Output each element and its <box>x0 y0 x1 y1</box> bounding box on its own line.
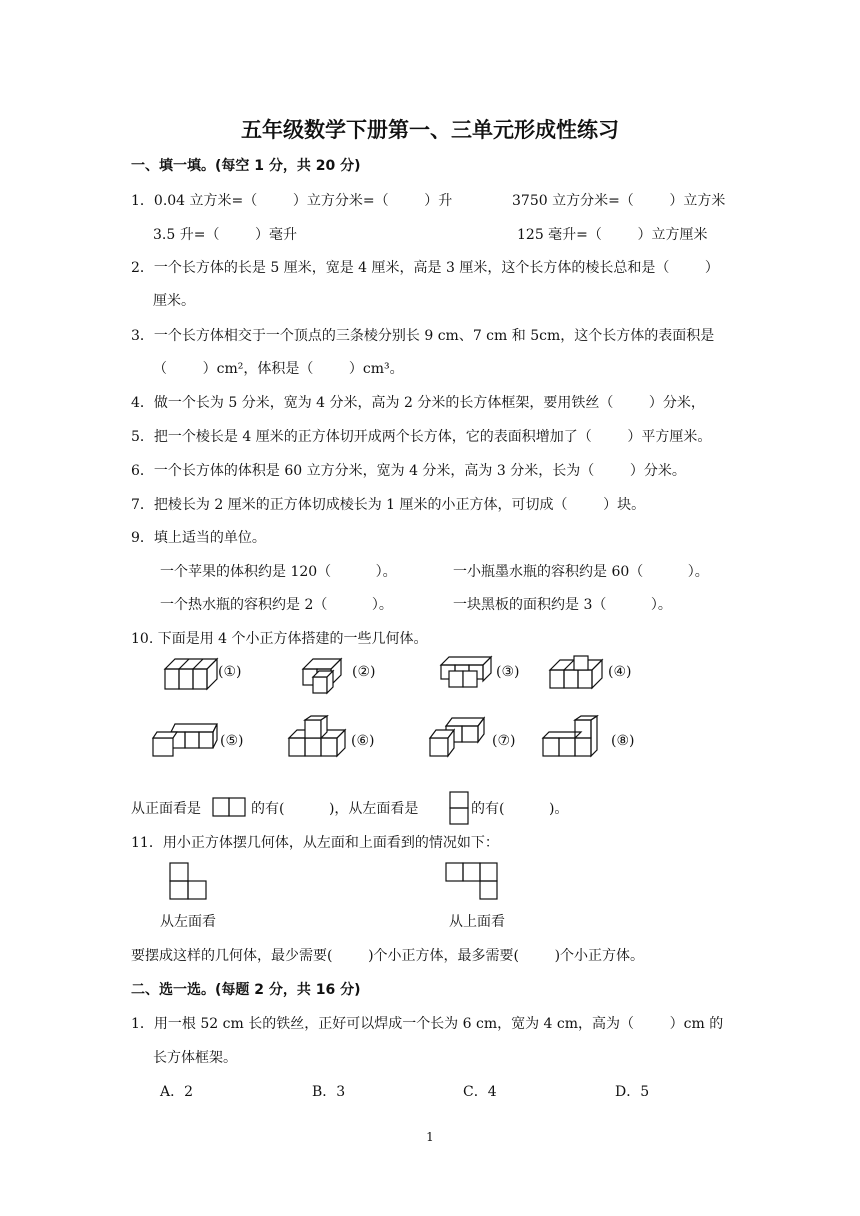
q2-line-b: 厘米。 <box>153 293 195 309</box>
figure-label-8: (⑧) <box>611 733 635 749</box>
cube-figure-7 <box>428 716 490 760</box>
cube-figure-1 <box>163 657 219 693</box>
q11-line: 11．用小正方体摆几何体，从左面和上面看到的情况如下： <box>131 835 499 851</box>
page-number: 1 <box>426 1130 434 1144</box>
figure-label-2: (②) <box>352 664 376 680</box>
figure-label-4: (④) <box>608 664 632 680</box>
q10-answer-front-post: 的有( )，从左面看是 <box>251 801 419 817</box>
top-view-figure <box>445 862 499 900</box>
q5-line: 5．把一个棱长是 4 厘米的正方体切开成两个长方体，它的表面积增加了（ ）平方厘米。 <box>131 429 712 445</box>
option-a: A．2 <box>160 1084 194 1100</box>
cube-figure-4 <box>548 654 606 690</box>
q6-line: 6．一个长方体的体积是 60 立方分米，宽为 4 分米，高为 3 分米，长为（ ）分米。 <box>131 463 686 479</box>
q3-line-b: （ ）cm²，体积是（ ）cm³。 <box>153 361 404 377</box>
figure-label-1: (①) <box>218 664 242 680</box>
cube-figure-3 <box>439 655 495 689</box>
q9-item-c: 一个热水瓶的容积约是 2（ ）。 <box>160 597 393 613</box>
q10-answer-left-post: 的有( )。 <box>471 801 569 817</box>
q1-line-b: 3750 立方分米=（ ）立方米 <box>512 193 726 209</box>
s2-q1-line-b: 长方体框架。 <box>153 1050 237 1066</box>
figure-label-7: (⑦) <box>492 733 516 749</box>
figure-label-6: (⑥) <box>351 733 375 749</box>
q10-answer-front-pre: 从正面看是 <box>131 801 201 817</box>
q9-line: 9．填上适当的单位。 <box>131 530 266 546</box>
q3-line-a: 3．一个长方体相交于一个顶点的三条棱分别长 9 cm、7 cm 和 5cm，这个长方体的表面积是 <box>131 328 715 344</box>
option-b: B．3 <box>312 1084 346 1100</box>
cube-figure-2 <box>301 657 345 697</box>
cube-figure-8 <box>541 714 603 758</box>
figure-label-5: (⑤) <box>220 733 244 749</box>
front-view-icon <box>212 797 246 817</box>
left-view-figure <box>169 862 207 900</box>
q9-item-b: 一小瓶墨水瓶的容积约是 60（ ）。 <box>453 564 709 580</box>
cube-figure-6 <box>287 714 347 758</box>
q10-line: 10. 下面是用 4 个小正方体搭建的一些几何体。 <box>131 631 428 647</box>
q4-line: 4．做一个长为 5 分米，宽为 4 分米，高为 2 分米的长方体框架，要用铁丝（ ）分米， <box>131 395 705 411</box>
section2-heading: 二、选一选。(每题 2 分，共 16 分) <box>131 982 361 998</box>
q7-line: 7．把棱长为 2 厘米的正方体切成棱长为 1 厘米的小正方体，可切成（ ）块。 <box>131 497 646 513</box>
q11-answer: 要摆成这样的几何体，最少需要( )个小正方体，最多需要( )个小正方体。 <box>131 948 645 964</box>
top-view-caption: 从上面看 <box>449 914 505 930</box>
figure-label-3: (③) <box>496 664 520 680</box>
left-view-icon <box>449 791 469 825</box>
q9-item-a: 一个苹果的体积约是 120（ ）。 <box>160 564 397 580</box>
option-d: D．5 <box>615 1084 650 1100</box>
left-view-caption: 从左面看 <box>160 914 216 930</box>
section1-heading: 一、填一填。(每空 1 分，共 20 分) <box>131 158 361 174</box>
q1-line-c: 3.5 升=（ ）毫升 <box>153 227 298 243</box>
q1-line-d: 125 毫升=（ ）立方厘米 <box>517 227 708 243</box>
cube-figure-5 <box>151 722 219 758</box>
s2-q1-line-a: 1．用一根 52 cm 长的铁丝，正好可以焊成一个长为 6 cm，宽为 4 cm，高为（ ）cm 的 <box>131 1016 724 1032</box>
q1-line-a: 1．0.04 立方米=（ ）立方分米=（ ）升 <box>131 193 453 209</box>
option-c: C．4 <box>463 1084 497 1100</box>
q9-item-d: 一块黑板的面积约是 3（ ）。 <box>453 597 672 613</box>
page-title: 五年级数学下册第一、三单元形成性练习 <box>241 118 619 142</box>
q2-line-a: 2．一个长方体的长是 5 厘米，宽是 4 厘米，高是 3 厘米，这个长方体的棱长总和是（ ） <box>131 260 719 276</box>
